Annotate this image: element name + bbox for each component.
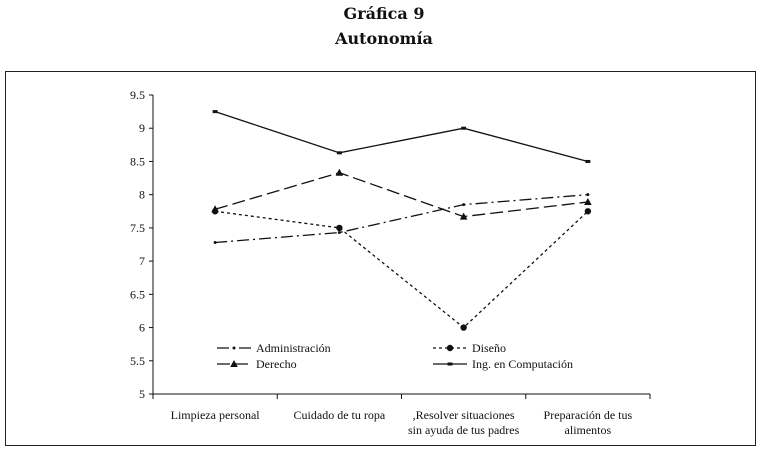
legend-marker [233,347,236,350]
y-tick-label: 6.5 [130,287,145,302]
y-tick-label: 5.5 [130,353,145,368]
chart-title: Gráfica 9 [343,4,425,23]
legend-label: Administración [256,341,331,355]
x-tick-label: Preparación de tus alimentos [543,408,633,437]
data-point [337,151,342,154]
y-tick-label: 7.5 [130,220,145,235]
x-tick-label: ,Resolver situaciones sin ayuda de tus padres [407,408,520,437]
data-point [585,160,590,163]
data-point [336,169,344,176]
chart-subtitle: Autonomía [335,29,433,48]
legend-label: Diseño [472,341,506,355]
series-line-2 [215,173,588,217]
x-tick-label: Cuidado de tu ropa [293,408,386,422]
data-point [213,110,218,113]
data-point [460,324,466,330]
data-point [586,193,589,196]
data-point [462,203,465,206]
data-point [585,208,591,214]
y-tick-label: 9 [139,121,145,136]
data-point [584,198,592,205]
legend-marker [447,345,453,351]
legend-label: Derecho [256,357,297,371]
y-tick-label: 7 [139,254,145,269]
series-line-3 [215,112,588,162]
data-point [214,241,217,244]
y-tick-label: 6 [139,320,145,335]
x-tick-label: Limpieza personal [170,408,260,422]
y-tick-label: 9.5 [130,88,145,102]
series-line-1 [215,211,588,327]
y-tick-label: 8 [139,187,145,202]
legend-marker [448,363,453,366]
y-tick-label: 8.5 [130,154,145,169]
data-point [338,231,341,234]
data-point [336,225,342,231]
legend-label: Ing. en Computación [472,357,573,371]
y-tick-label: 5 [139,387,145,401]
data-point [461,127,466,130]
